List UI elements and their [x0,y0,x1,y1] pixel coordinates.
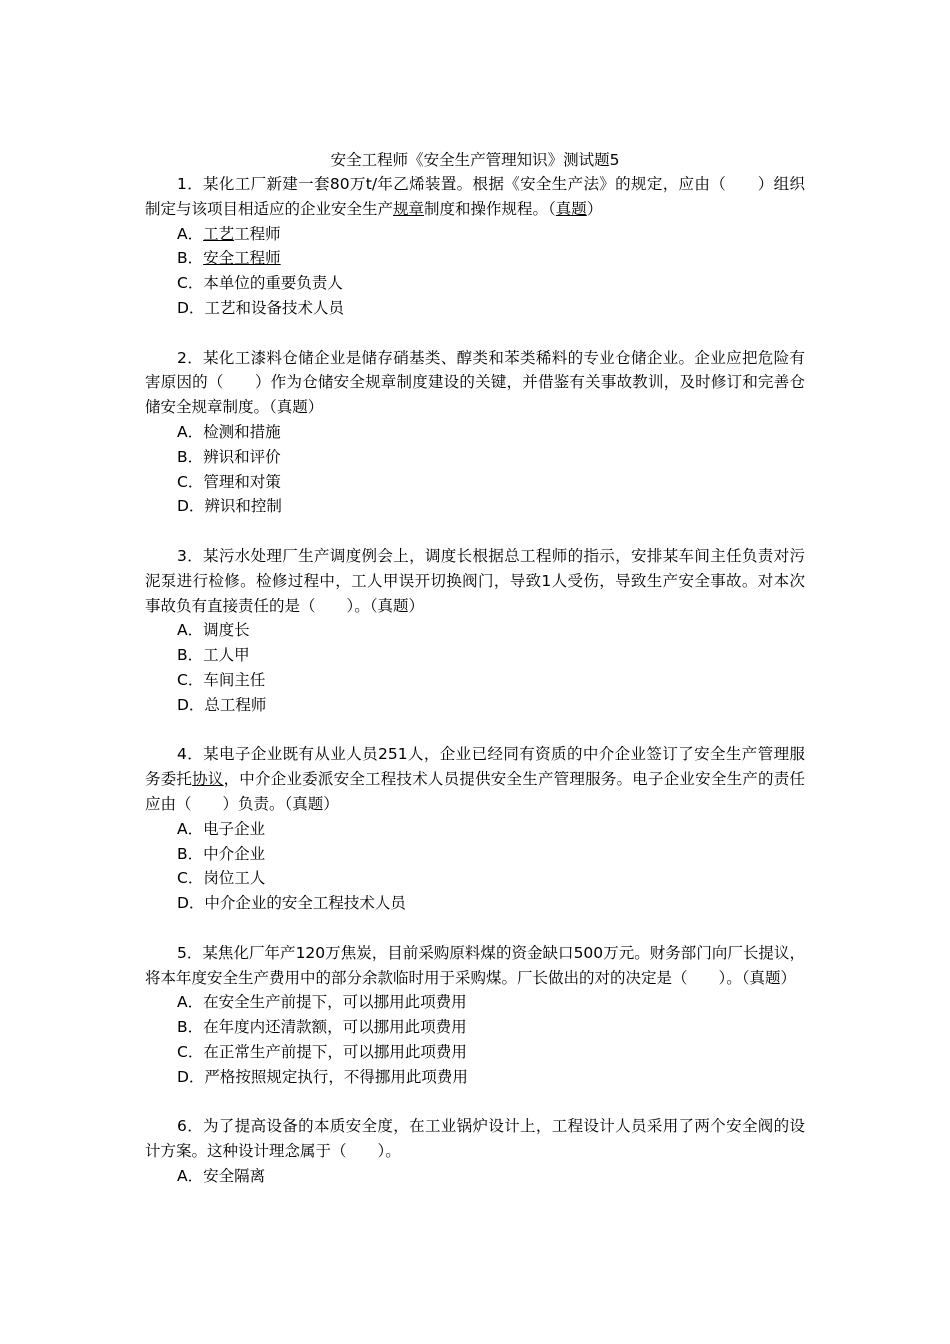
option-d: D．辨识和控制 [177,497,282,516]
underlined-term: 安全工程师 [203,249,281,268]
option-c: C．管理和对策 [177,472,281,491]
option-c: C．在正常生产前提下，可以挪用此项费用 [177,1042,467,1061]
question-4 [145,742,805,916]
option-letter: B． [177,249,204,268]
question-3 [145,544,805,718]
option-b: B．工人甲 [177,646,250,665]
question-stem: 6．为了提高设备的本质安全度，在工业锅炉设计上，工程设计人员采用了两个安全阀的设计方案。这种设计理念属于（ ）。 [145,1117,805,1161]
underlined-term: 规章 [393,199,425,218]
option-text: 本单位的重要负责人 [203,274,343,293]
option-letter: A． [177,224,204,243]
question-stem [145,172,805,222]
question-stem: 2．某化工漆料仓储企业是储存硝基类、醇类和苯类稀料的专业仓储企业。企业应把危险有害原因的（ ）作为仓储安全规章制度建设的关键，并借鉴有关事故教训，及时修订和完善仓储安全规章制度。（真题） [145,348,805,417]
option-b: B．中介企业 [177,844,266,863]
underlined-term: 工艺 [203,224,235,243]
option-a: A．安全隔离 [177,1166,266,1185]
option-d: D．严格按照规定执行，不得挪用此项费用 [177,1067,468,1086]
document-page [145,148,805,1189]
option-b [145,246,805,271]
option-a: A．调度长 [177,621,250,640]
document-title: 安全工程师《安全生产管理知识》测试题5 [330,151,620,169]
question-stem: 3．某污水处理厂生产调度例会上，调度长根据总工程师的指示，安排某车间主任负责对污泥泵进行检修。检修过程中，工人甲误开切换阀门，导致1人受伤，导致生产安全事故。对本次事故负有直接责任的是（ ）。（真题） [145,546,805,615]
option-a: A．检测和措施 [177,422,281,441]
option-letter: D． [177,298,205,317]
stem-text: ，中介企业委派安全工程技术人员提供安全生产管理服务。电子企业安全生产的责任应由（ ）负责。（真题） [145,770,805,813]
option-text: 工艺和设备技术人员 [204,298,344,317]
stem-text: 1．某化工厂新建一套80万t/年乙烯装置。根据《安全生产法》的规定，应由（ ）组织制定与该项目相适应的企业安全生产 [145,175,805,218]
option-d: D．中介企业的安全工程技术人员 [177,894,406,913]
option-letter: C． [177,274,204,293]
question-6 [145,1114,805,1188]
option-a [145,222,805,247]
underlined-term: 协议 [192,770,224,789]
question-1 [145,172,805,321]
option-a: A．在安全生产前提下，可以挪用此项费用 [177,993,467,1012]
stem-text: 4．某电子企业既有从业人员251人，企业已经同有资质的中介企业签订了安全生产管理服务委托 [145,745,805,789]
option-c [145,271,805,296]
underlined-term: 真题 [555,199,587,218]
option-d [145,296,805,321]
option-a: A．电子企业 [177,819,266,838]
question-5 [145,941,805,1090]
option-d: D．总工程师 [177,695,267,714]
question-stem: 5．某焦化厂年产120万焦炭，目前采购原料煤的资金缺口500万元。财务部门向厂长提议，将本年度安全生产费用中的部分余款临时用于采购煤。厂长做出的对的决定是（ ）。（真题） [145,943,805,987]
option-text: 工程师 [234,224,281,243]
option-c: C．车间主任 [177,670,266,689]
question-stem [145,742,805,816]
stem-text: ） [586,199,603,218]
question-2 [145,346,805,520]
option-b: B．在年度内还清款额，可以挪用此项费用 [177,1018,467,1037]
option-c: C．岗位工人 [177,869,266,888]
stem-text: 制度和操作规程。（ [424,199,556,218]
option-b: B．辨识和评价 [177,447,281,466]
